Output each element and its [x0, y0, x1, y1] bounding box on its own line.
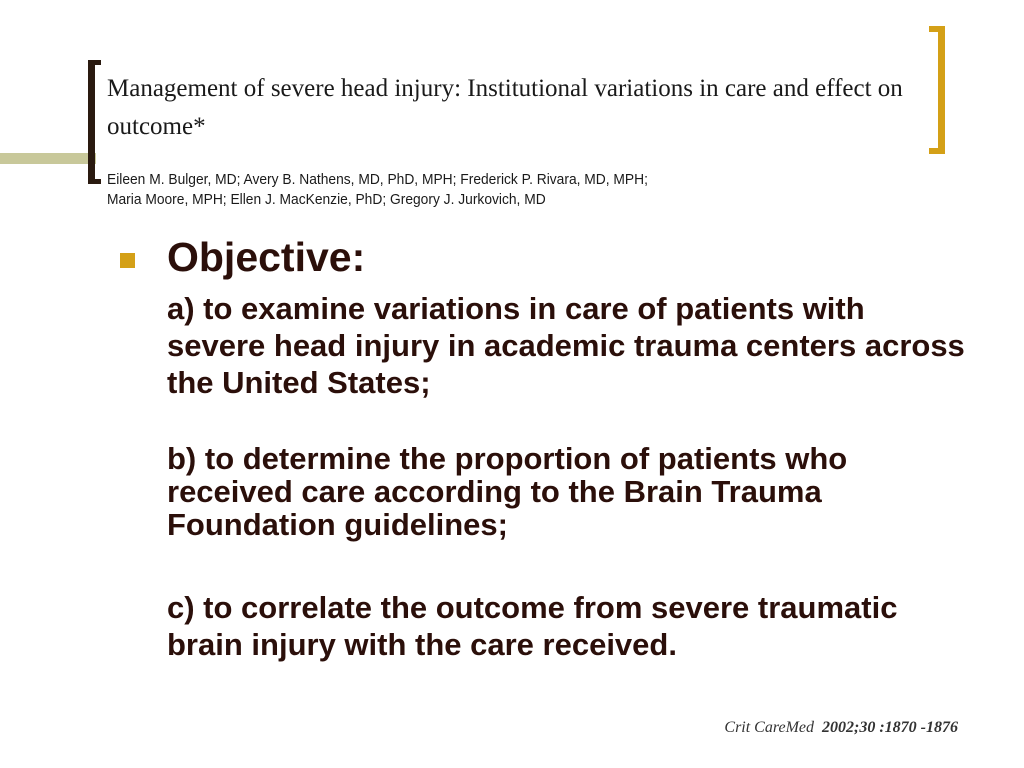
decorative-bar [0, 153, 96, 164]
citation [724, 719, 958, 737]
objective-item-a: a) to examine variations in care of patients with severe head injury in academic trauma centers across the United States; [167, 291, 965, 400]
citation-reference: 2002;30 :1870 -1876 [822, 719, 958, 736]
objective-item-c: c) to correlate the outcome from severe traumatic brain injury with the care received. [167, 590, 898, 662]
right-bracket-decoration [929, 26, 945, 154]
authors-line-2: Maria Moore, MPH; Ellen J. MacKenzie, PhD; Gregory J. Jurkovich, MD [107, 191, 546, 208]
bullet-square-icon [120, 253, 135, 268]
authors-line-1: Eileen M. Bulger, MD; Avery B. Nathens, MD, PhD, MPH; Frederick P. Rivara, MD, MPH; [107, 171, 648, 188]
citation-journal: Crit CareMed [724, 719, 815, 736]
author-list [107, 170, 861, 210]
left-bracket-decoration [88, 60, 101, 184]
objective-item-b: b) to determine the proportion of patients who received care according to the Brain Trauma Foundation guidelines; [167, 441, 848, 542]
paper-title: Management of severe head injury: Institutional variations in care and effect on outcome* [107, 75, 903, 140]
objective-heading: Objective: [167, 234, 366, 280]
